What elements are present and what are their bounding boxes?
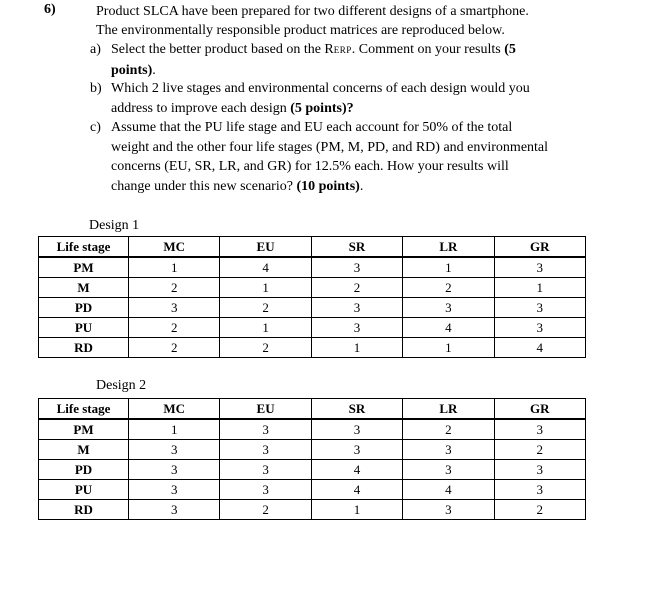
value-cell: 3 [220, 419, 311, 440]
table-row [39, 419, 586, 440]
value-cell: 1 [220, 278, 311, 298]
value-cell: 3 [403, 500, 494, 520]
design2-title: Design 2 [96, 378, 147, 393]
value-cell: 3 [494, 419, 585, 440]
table-header-row [39, 399, 586, 420]
value-cell: 2 [220, 298, 311, 318]
value-cell: 3 [311, 419, 402, 440]
part-c-text: change under this new scenario? [111, 178, 297, 194]
table-row [39, 500, 586, 520]
header-lr: LR [403, 237, 494, 258]
value-cell: 3 [403, 298, 494, 318]
part-a-points: (5 [504, 42, 516, 57]
value-cell: 3 [403, 440, 494, 460]
value-cell: 3 [220, 460, 311, 480]
header-mc: MC [129, 399, 220, 420]
life-stage-cell: PD [39, 298, 129, 318]
value-cell: 3 [129, 480, 220, 500]
value-cell: 2 [129, 278, 220, 298]
life-stage-cell: PM [39, 257, 129, 278]
design2-table [38, 398, 586, 520]
punctuation: . [359, 178, 364, 194]
table-row [39, 278, 586, 298]
intro-line: Product SLCA have been prepared for two different designs of a smartphone. [96, 4, 529, 19]
header-life-stage: Life stage [39, 237, 129, 258]
header-gr: GR [494, 237, 585, 258]
value-cell: 3 [129, 440, 220, 460]
header-sr: SR [311, 399, 402, 420]
table-row [39, 338, 586, 358]
part-c-points: (10 points) [296, 178, 360, 194]
value-cell: 2 [311, 278, 402, 298]
table-row [39, 460, 586, 480]
part-label: b) [90, 81, 102, 96]
life-stage-cell: M [39, 278, 129, 298]
value-cell: 2 [494, 440, 585, 460]
life-stage-cell: M [39, 440, 129, 460]
intro-line: The environmentally responsible product matrices are reproduced below. [96, 23, 505, 38]
part-a-text: Select the better product based on the R [111, 42, 334, 57]
value-cell: 2 [220, 338, 311, 358]
part-c [90, 118, 610, 196]
header-gr: GR [494, 399, 585, 420]
value-cell: 4 [494, 338, 585, 358]
part-b-text-cont: address to improve each design [111, 100, 291, 116]
part-label: a) [90, 42, 101, 57]
value-cell: 2 [494, 500, 585, 520]
question-number: 6) [44, 2, 56, 17]
header-eu: EU [220, 399, 311, 420]
punctuation: . [152, 62, 156, 78]
design1-table [38, 236, 586, 358]
value-cell: 3 [311, 257, 402, 278]
part-label: c) [90, 120, 101, 135]
table-row [39, 318, 586, 338]
part-b [90, 79, 610, 118]
value-cell: 1 [311, 500, 402, 520]
value-cell: 3 [129, 298, 220, 318]
value-cell: 1 [494, 278, 585, 298]
value-cell: 2 [129, 318, 220, 338]
design2-table-body [39, 399, 586, 520]
part-c-text: Assume that the PU life stage and EU each account for 50% of the total [111, 120, 513, 135]
part-a [90, 40, 610, 80]
value-cell: 2 [220, 500, 311, 520]
life-stage-cell: PU [39, 318, 129, 338]
value-cell: 3 [311, 318, 402, 338]
part-a-text-rest: . Comment on your results [351, 42, 505, 57]
value-cell: 3 [494, 480, 585, 500]
value-cell: 3 [403, 460, 494, 480]
life-stage-cell: RD [39, 338, 129, 358]
value-cell: 1 [220, 318, 311, 338]
value-cell: 3 [220, 480, 311, 500]
value-cell: 3 [129, 500, 220, 520]
value-cell: 2 [403, 419, 494, 440]
header-sr: SR [311, 237, 402, 258]
life-stage-cell: RD [39, 500, 129, 520]
value-cell: 3 [494, 257, 585, 278]
erp-subscript: ERP [333, 45, 352, 55]
design1-title: Design 1 [89, 218, 140, 233]
value-cell: 3 [129, 460, 220, 480]
value-cell: 2 [129, 338, 220, 358]
value-cell: 4 [220, 257, 311, 278]
life-stage-cell: PU [39, 480, 129, 500]
value-cell: 3 [494, 318, 585, 338]
table-row [39, 298, 586, 318]
part-a-points-cont: points) [111, 62, 153, 78]
header-lr: LR [403, 399, 494, 420]
table-row [39, 440, 586, 460]
value-cell: 1 [129, 257, 220, 278]
value-cell: 1 [403, 257, 494, 278]
part-b-points: (5 points)? [290, 100, 354, 116]
life-stage-cell: PD [39, 460, 129, 480]
part-c-text: concerns (EU, SR, LR, and GR) for 12.5% each. How your results will [111, 159, 509, 174]
value-cell: 1 [403, 338, 494, 358]
value-cell: 4 [403, 318, 494, 338]
question-intro [96, 2, 529, 40]
value-cell: 3 [311, 440, 402, 460]
value-cell: 4 [311, 480, 402, 500]
table-header-row [39, 237, 586, 258]
value-cell: 3 [494, 460, 585, 480]
value-cell: 1 [129, 419, 220, 440]
header-eu: EU [220, 237, 311, 258]
part-c-text: weight and the other four life stages (PM, M, PD, and RD) and environmental [111, 139, 549, 155]
value-cell: 4 [403, 480, 494, 500]
value-cell: 1 [311, 338, 402, 358]
header-mc: MC [129, 237, 220, 258]
design1-table-body [39, 237, 586, 358]
life-stage-cell: PM [39, 419, 129, 440]
value-cell: 2 [403, 278, 494, 298]
value-cell: 3 [220, 440, 311, 460]
value-cell: 4 [311, 460, 402, 480]
table-row [39, 257, 586, 278]
value-cell: 3 [311, 298, 402, 318]
header-life-stage: Life stage [39, 399, 129, 420]
part-b-text: Which 2 live stages and environmental concerns of each design would you [111, 81, 530, 96]
value-cell: 3 [494, 298, 585, 318]
table-row [39, 480, 586, 500]
